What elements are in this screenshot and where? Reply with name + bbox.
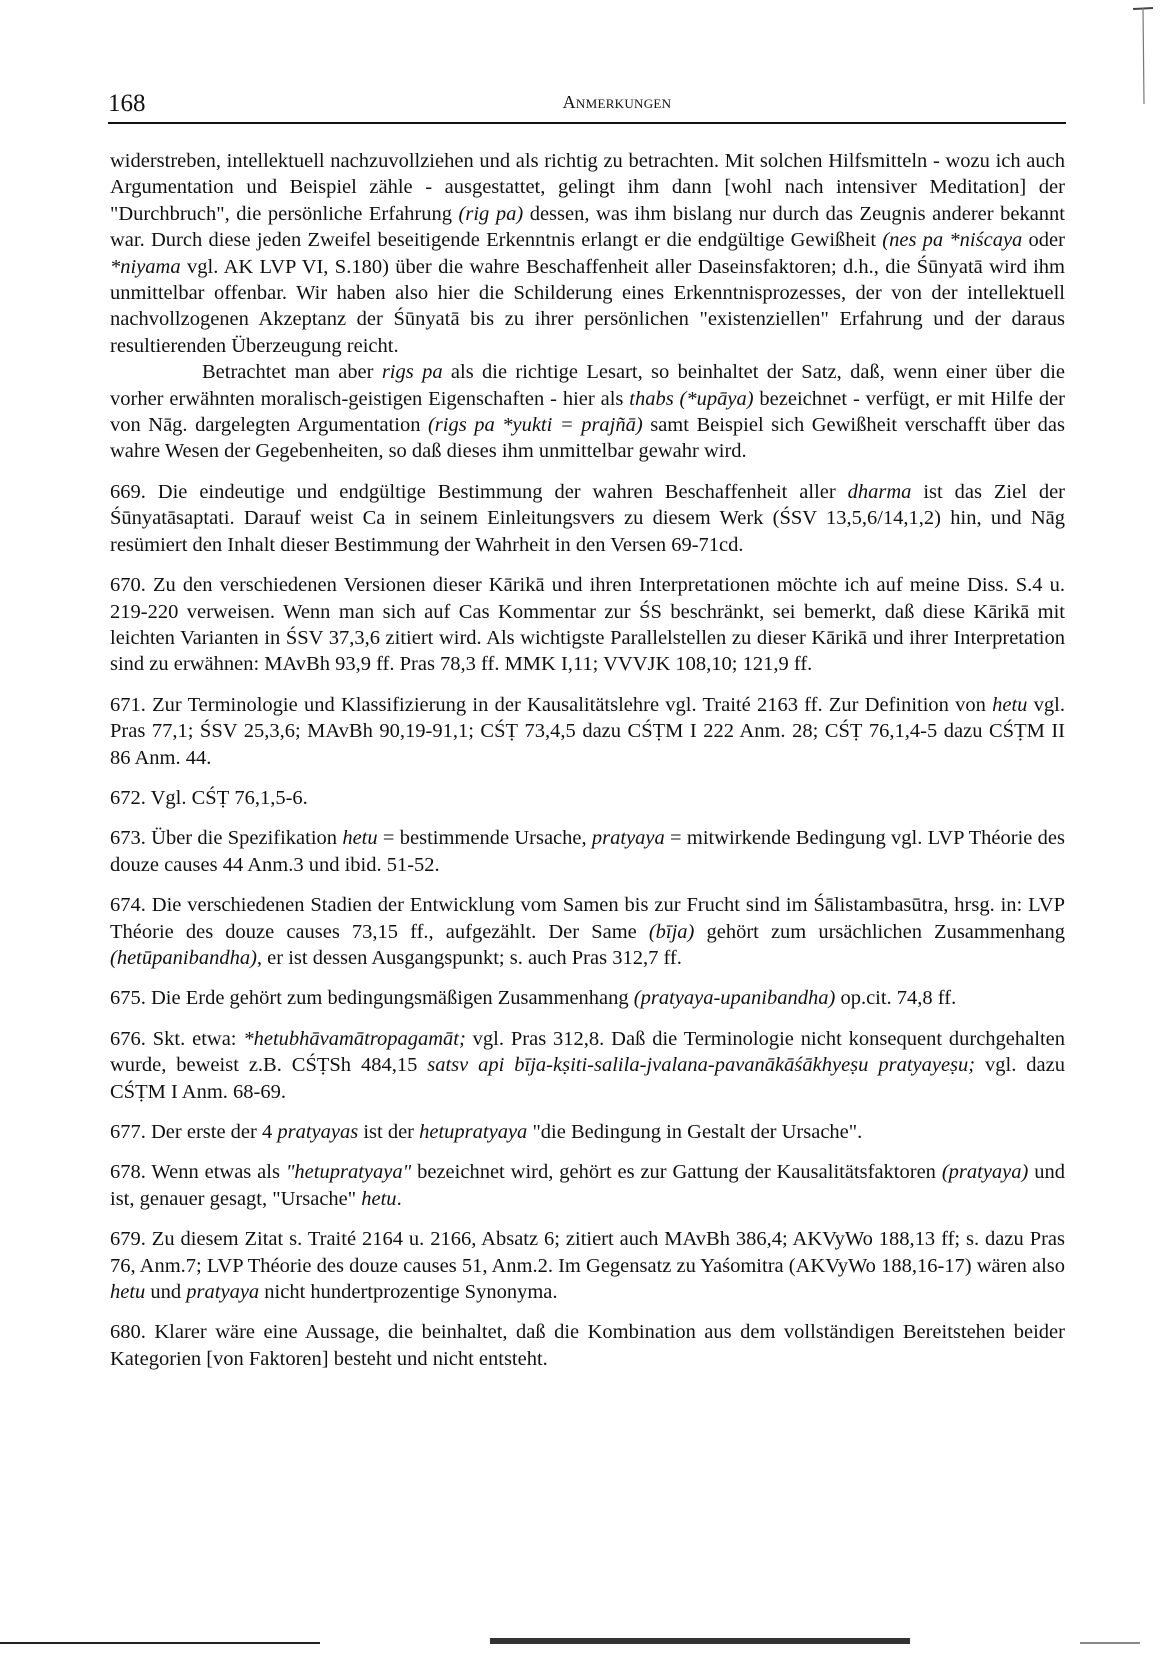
page-header (108, 82, 1066, 124)
note-675: 675. Die Erde gehört zum bedingungsmäßigen Zusammenhang (pratyaya-upanibandha) op.cit. 74,8 ff. (110, 987, 957, 1010)
note-673: 673. Über die Spezifikation hetu = bestimmende Ursache, pratyaya = mitwirkende Bedingung vgl. LVP Théorie des douze causes 44 Anm.3 und ibid. 51-52. (110, 827, 1065, 876)
scan-rule-left (0, 1642, 320, 1644)
paragraph-rigs-pa: Betrachtet man aber rigs pa als die richtige Lesart, so beinhaltet der Satz, daß, wenn einer über die vorher erwähnten moralisch-geistigen Eigenschaften - hier als thabs (*upāya) bezeichnet - verfügt, er mit Hilfe der von Nāg. dargelegten Argumentation (rigs pa *yukti = prajñā) samt Beispiel sich Gewißheit verschafft über das wahre Wesen der Gegebenheiten, so daß dieses ihm unmittelbar gewahr wird. (110, 361, 1066, 463)
scan-rule-right (1080, 1642, 1140, 1644)
page-body (110, 148, 1065, 1372)
running-head: Anmerkungen (562, 92, 672, 112)
paragraph-continuation: widerstreben, intellektuell nachzuvollziehen und als richtig zu betrachten. Mit solchen Hilfsmitteln - wozu ich auch Argumentation und Beispiel zähle - ausgestattet, gelingt ihm dann [wohl nach intensiver Meditation] der "Durchbruch", die persönliche Erfahrung (rig pa) dessen, was ihm bislang nur durch das Zeugnis anderer bekannt war. Durch diese jeden Zweifel beseitigende Erkenntnis erlangt er die endgültige Gewißheit (nes pa *niścaya oder *niyama vgl. AK LVP VI, S.180) über die wahre Beschaffenheit aller Daseinsfaktoren; d.h., die Śūnyatā wird ihm unmittelbar offenbar. Wir haben also hier die Schilderung eines Erkenntnisprozesses, der von der intellektuell nachvollzogenen Akzeptanz der Śūnyatā bis zu ihrer persönlichen "existenziellen" Erfahrung und der daraus resultierenden Überzeugung reicht. (110, 150, 1066, 357)
note-680: 680. Klarer wäre eine Aussage, die beinhaltet, daß die Kombination aus dem vollständigen Bereitstehen beider Kategorien [von Faktoren] besteht und nicht entsteht. (110, 1321, 1065, 1370)
note-678: 678. Wenn etwas als "hetupratyaya" bezeichnet wird, gehört es zur Gattung der Kausalitätsfaktoren (pratyaya) und ist, genauer gesagt, "Ursache" hetu. (110, 1161, 1065, 1210)
note-676: 676. Skt. etwa: *hetubhāvamātropagamāt; vgl. Pras 312,8. Daß die Terminologie nicht konsequent durchgehalten wurde, beweist z.B. CŚṬSh 484,15 satsv api bīja-kṣiti-salila-jvalana-pavanākāśākhyeṣu pratyayeṣu; vgl. dazu CŚṬM I Anm. 68-69. (110, 1027, 1065, 1103)
note-669: 669. Die eindeutige und endgültige Bestimmung der wahren Beschaffenheit aller dharma ist das Ziel der Śūnyatāsaptati. Darauf weist Ca in seinem Einleitungsvers zu diesem Werk (ŚSV 13,5,6/14,1,2) hin, und Nāg resümiert den Inhalt dieser Bestimmung der Wahrheit in den Versen 69-71cd. (110, 480, 1065, 556)
note-670: 670. Zu den verschiedenen Versionen dieser Kārikā und ihren Interpretationen möchte ich auf meine Diss. S.4 u. 219-220 verweisen. Wenn man sich auf Cas Kommentar zur ŚS beschränkt, sei bemerkt, daß diese Kārikā mit leichten Varianten in ŚSV 37,3,6 zitiert wird. Als wichtigste Parallelstellen zu dieser Kārikā und ihrer Interpretation sind zu erwähnen: MAvBh 93,9 ff. Pras 78,3 ff. MMK I,11; VVVJK 108,10; 121,9 ff. (110, 574, 1065, 676)
note-677: 677. Der erste der 4 pratyayas ist der hetupratyaya "die Bedingung in Gestalt der Ursache". (110, 1121, 863, 1143)
scan-rule-mid (490, 1638, 910, 1644)
note-674: 674. Die verschiedenen Stadien der Entwicklung vom Samen bis zur Frucht sind im Śālistambasūtra, hrsg. in: LVP Théorie des douze causes 73,15 ff., aufgezählt. Der Same (bīja) gehört zum ursächlichen Zusammenhang (hetūpanibandha), er ist dessen Ausgangspunkt; s. auch Pras 312,7 ff. (110, 894, 1065, 969)
page-number: 168 (108, 90, 146, 117)
scan-footer-artifacts (0, 1628, 1163, 1665)
binding-edge-mark (1133, 6, 1155, 106)
note-679: 679. Zu diesem Zitat s. Traité 2164 u. 2166, Absatz 6; zitiert auch MAvBh 386,4; AKVyWo 188,13 ff; s. dazu Pras 76, Anm.7; LVP Théorie des douze causes 51, Anm.2. Im Gegensatz zu Yaśomitra (AKVyWo 188,16-17) wären also hetu und pratyaya nicht hundertprozentige Synonyma. (110, 1228, 1065, 1304)
note-671: 671. Zur Terminologie und Klassifizierung in der Kausalitätslehre vgl. Traité 2163 ff. Zur Definition von hetu vgl. Pras 77,1; ŚSV 25,3,6; MAvBh 90,19-91,1; CŚṬ 73,4,5 dazu CŚṬM I 222 Anm. 28; CŚṬ 76,1,4-5 dazu CŚṬM II 86 Anm. 44. (110, 693, 1065, 769)
note-672: 672. Vgl. CŚṬ 76,1,5-6. (110, 786, 308, 809)
